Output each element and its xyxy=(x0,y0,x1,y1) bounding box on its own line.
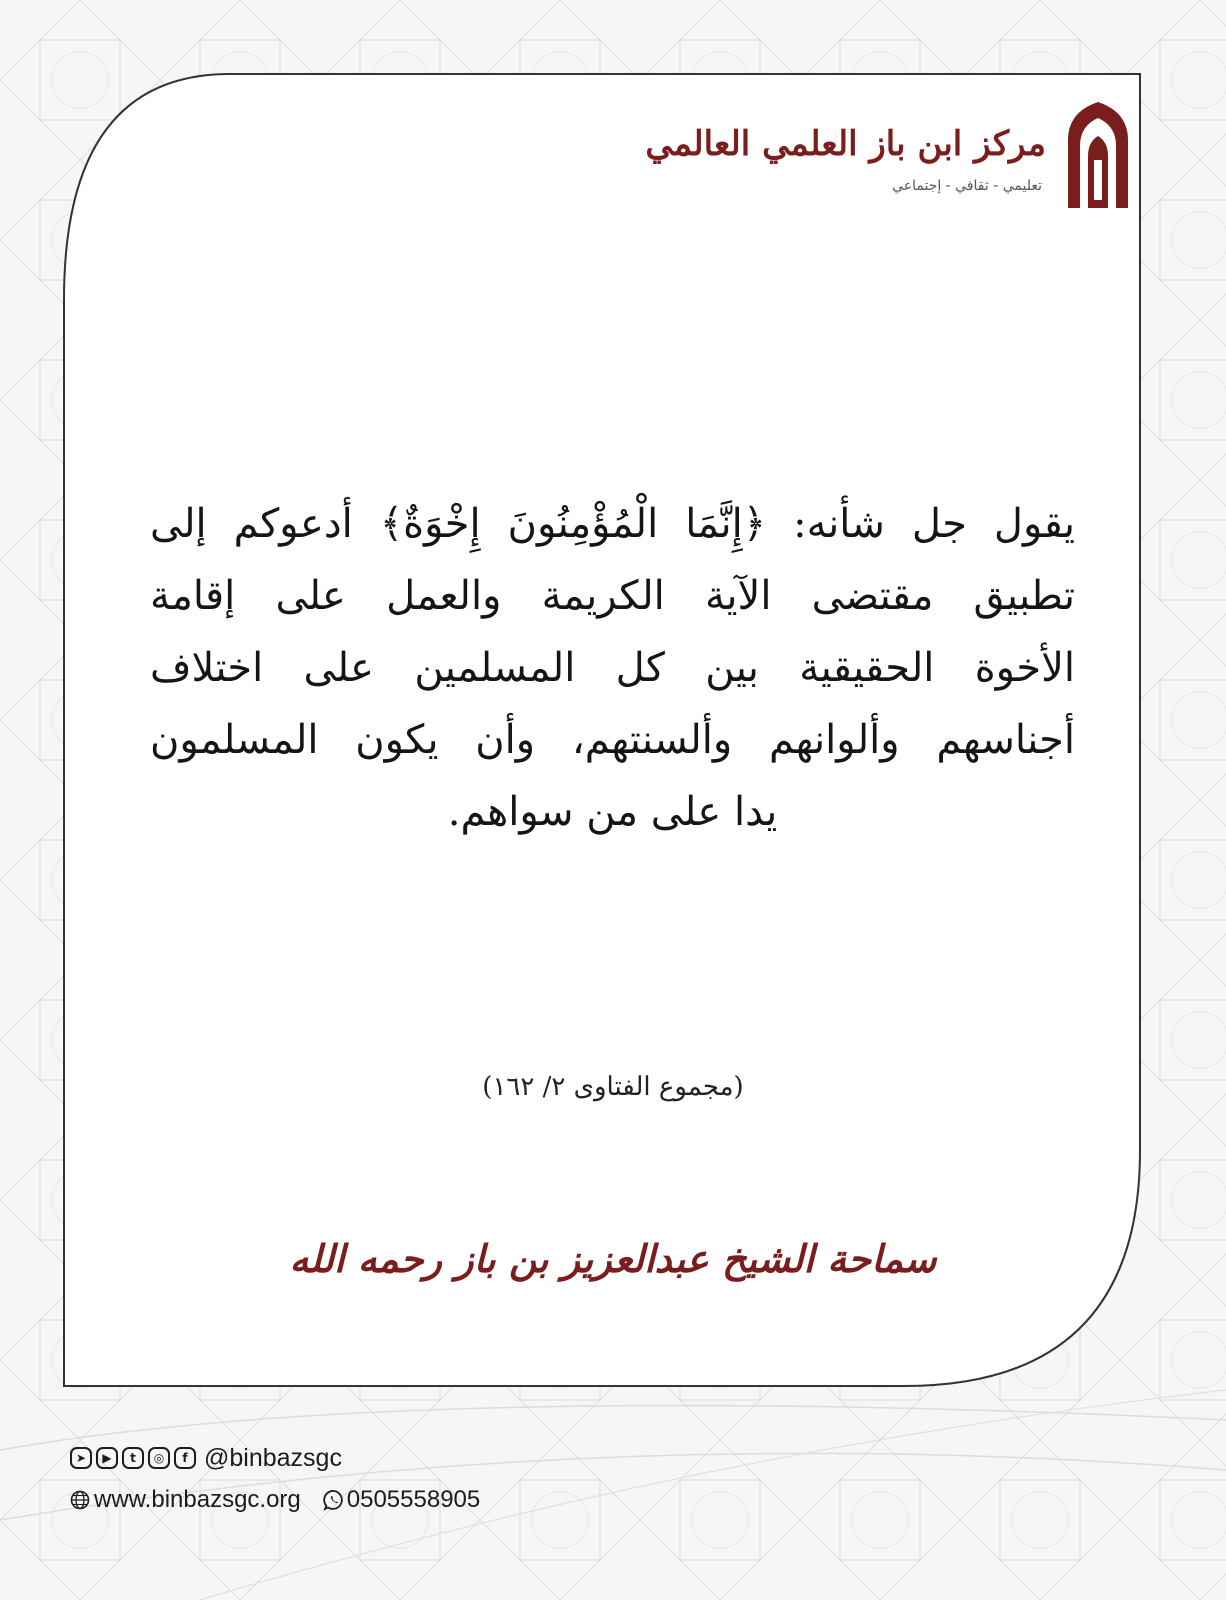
facebook-icon[interactable]: f xyxy=(174,1447,196,1469)
whatsapp-icon xyxy=(323,1489,345,1511)
quote-line: أجناسهم وألوانهم وألسنتهم، وأن يكون المسلمون xyxy=(150,717,1075,763)
logo-title: مركز ابن باز العلمي العالمي xyxy=(645,124,1046,164)
footer xyxy=(70,1440,480,1520)
phone-number[interactable]: 0505558905 xyxy=(346,1486,481,1513)
telegram-icon[interactable]: ➤ xyxy=(70,1447,92,1469)
instagram-icon[interactable]: ◎ xyxy=(148,1447,170,1469)
quote-line: يقول جل شأنه: ﴿إِنَّمَا الْمُؤْمِنُونَ إِخْوَةٌ﴾ أدعوكم إلى xyxy=(150,501,1075,547)
quote-line: يدا على من سواهم. xyxy=(447,789,778,835)
contact-row xyxy=(70,1480,480,1520)
signature-calligraphy: سماحة الشيخ عبدالعزيز بن باز رحمه الله xyxy=(289,1236,937,1281)
youtube-icon[interactable]: ▶ xyxy=(96,1447,118,1469)
quote-text xyxy=(150,488,1075,848)
center-logo xyxy=(645,100,1138,210)
website-link[interactable]: www.binbazsgc.org xyxy=(94,1486,301,1513)
globe-icon xyxy=(70,1490,90,1510)
quote-line: تطبيق مقتضى الآية الكريمة والعمل على إقامة xyxy=(150,573,1075,619)
logo-subtitle: تعليمي - ثقافي - إجتماعي xyxy=(892,178,1042,194)
quote-line: الأخوة الحقيقية بين كل المسلمين على اختلاف xyxy=(150,645,1075,691)
social-row xyxy=(70,1440,480,1476)
mosque-arch-icon xyxy=(1058,100,1138,208)
twitter-icon[interactable]: t xyxy=(122,1447,144,1469)
social-handle[interactable]: @binbazsgc xyxy=(204,1443,342,1472)
citation: (مجموع الفتاوى ٢/ ١٦٢) xyxy=(482,1072,744,1102)
